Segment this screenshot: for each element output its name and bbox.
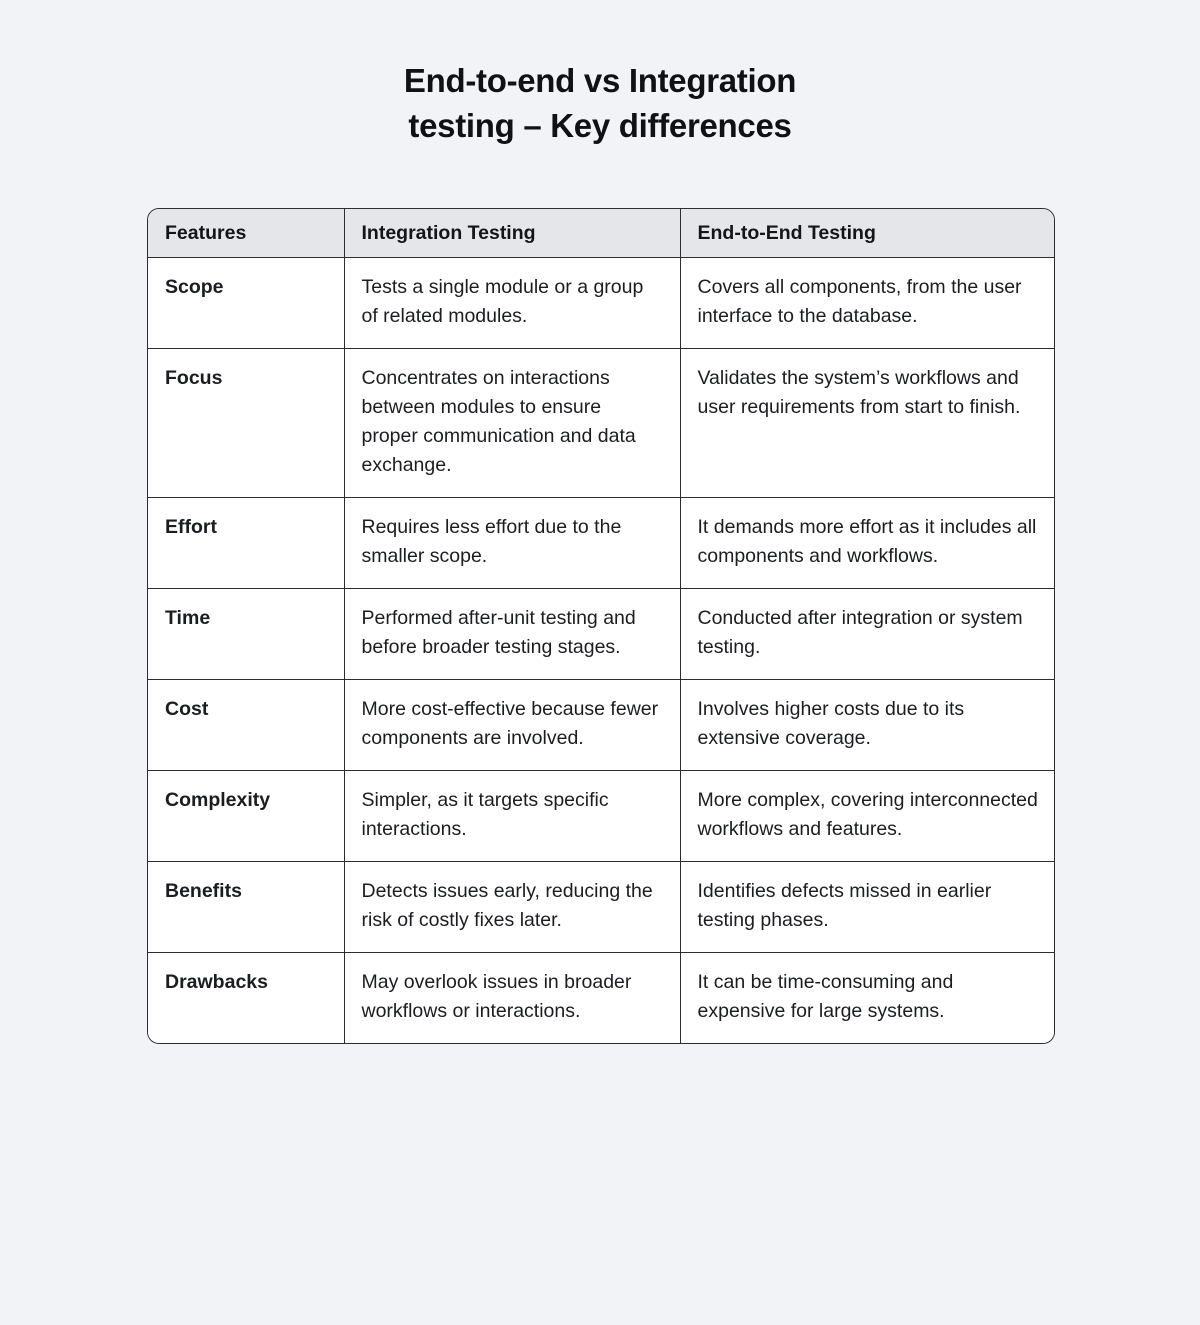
feature-name-cell: Effort <box>148 498 344 589</box>
table-row <box>148 498 1055 589</box>
end-to-end-testing-cell: More complex, covering interconnected workflows and features. <box>680 771 1055 862</box>
feature-name-cell: Complexity <box>148 771 344 862</box>
comparison-table-container <box>147 208 1055 1044</box>
page-title <box>0 0 1200 148</box>
header-features: Features <box>148 209 344 258</box>
integration-testing-cell: Concentrates on interactions between modules to ensure proper communication and data exchange. <box>344 349 680 498</box>
table-row <box>148 862 1055 953</box>
table-header-row <box>148 209 1055 258</box>
header-end-to-end-testing: End-to-End Testing <box>680 209 1055 258</box>
feature-name-cell: Scope <box>148 258 344 349</box>
end-to-end-testing-cell: Covers all components, from the user interface to the database. <box>680 258 1055 349</box>
comparison-table <box>148 209 1055 1043</box>
table-row <box>148 349 1055 498</box>
end-to-end-testing-cell: Validates the system’s workflows and user requirements from start to finish. <box>680 349 1055 498</box>
page-title-line-1: End-to-end vs Integration <box>403 62 797 99</box>
table-row <box>148 258 1055 349</box>
end-to-end-testing-cell: Conducted after integration or system testing. <box>680 589 1055 680</box>
feature-name-cell: Benefits <box>148 862 344 953</box>
integration-testing-cell: Requires less effort due to the smaller scope. <box>344 498 680 589</box>
integration-testing-cell: Performed after-unit testing and before broader testing stages. <box>344 589 680 680</box>
integration-testing-cell: More cost-effective because fewer components are involved. <box>344 680 680 771</box>
feature-name-cell: Time <box>148 589 344 680</box>
end-to-end-testing-cell: Involves higher costs due to its extensive coverage. <box>680 680 1055 771</box>
table-row <box>148 680 1055 771</box>
header-integration-testing: Integration Testing <box>344 209 680 258</box>
end-to-end-testing-cell: Identifies defects missed in earlier testing phases. <box>680 862 1055 953</box>
table-body <box>148 258 1055 1044</box>
integration-testing-cell: May overlook issues in broader workflows or interactions. <box>344 953 680 1044</box>
feature-name-cell: Cost <box>148 680 344 771</box>
table-row <box>148 953 1055 1044</box>
integration-testing-cell: Simpler, as it targets specific interactions. <box>344 771 680 862</box>
feature-name-cell: Focus <box>148 349 344 498</box>
table-row <box>148 589 1055 680</box>
integration-testing-cell: Detects issues early, reducing the risk of costly fixes later. <box>344 862 680 953</box>
integration-testing-cell: Tests a single module or a group of related modules. <box>344 258 680 349</box>
page-title-line-2: testing – Key differences <box>408 107 792 144</box>
feature-name-cell: Drawbacks <box>148 953 344 1044</box>
end-to-end-testing-cell: It can be time-consuming and expensive for large systems. <box>680 953 1055 1044</box>
table-row <box>148 771 1055 862</box>
end-to-end-testing-cell: It demands more effort as it includes all components and workflows. <box>680 498 1055 589</box>
